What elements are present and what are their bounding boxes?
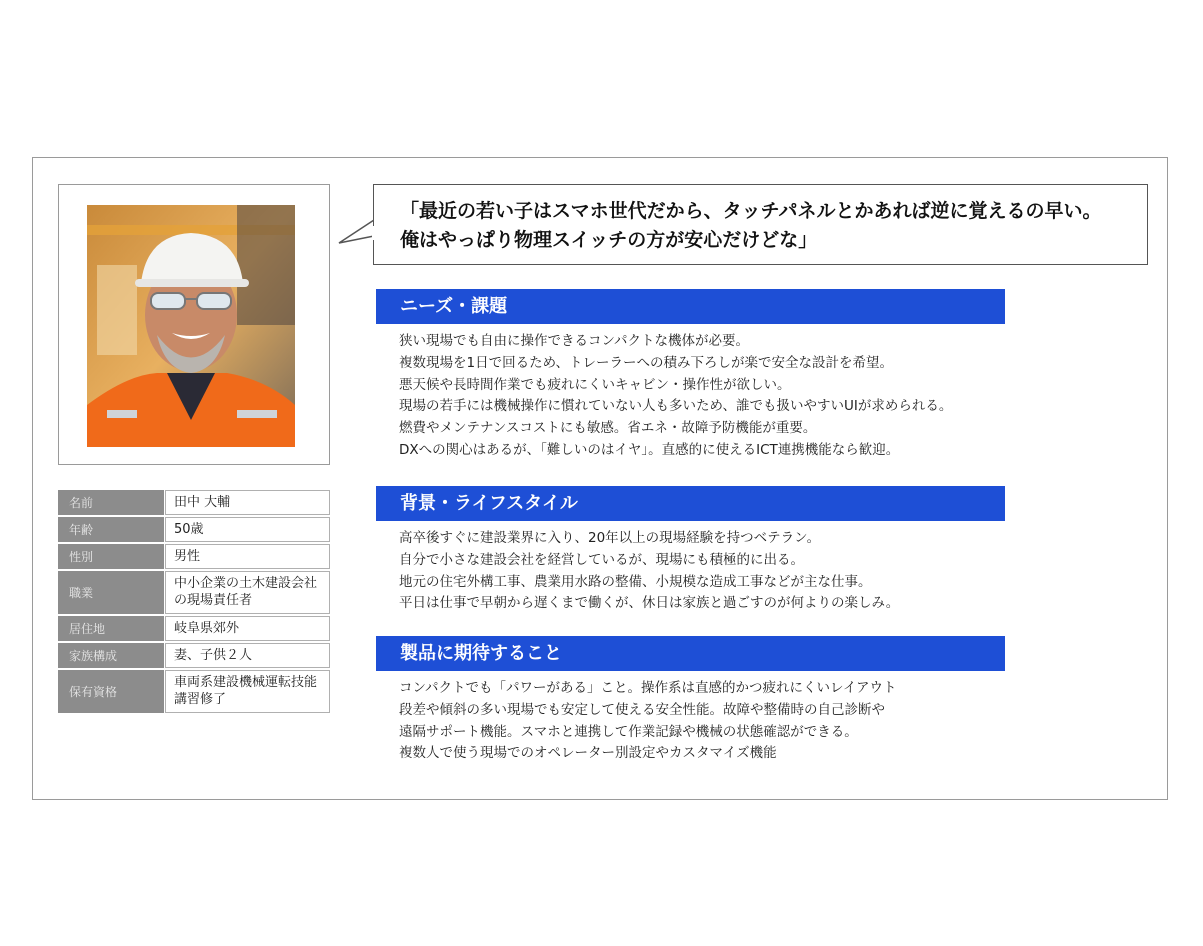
profile-row-name: [58, 490, 330, 515]
profile-row-occupation: [58, 571, 330, 614]
profile-key: 職業: [58, 571, 164, 614]
profile-key: 居住地: [58, 616, 164, 641]
profile-key: 性別: [58, 544, 164, 569]
section-body-expectations: [399, 678, 896, 765]
profile-value: 車両系建設機械運転技能講習修了: [165, 670, 330, 713]
profile-value: 岐阜県郊外: [165, 616, 330, 641]
profile-key: 家族構成: [58, 643, 164, 668]
quote-line-1: 「最近の若い子はスマホ世代だから、タッチパネルとかあれば逆に覚えるの早い。: [400, 200, 1102, 222]
section-body-needs: [399, 331, 952, 462]
section-title-background: 背景・ライフスタイル: [376, 486, 1005, 521]
needs-line: 燃費やメンテナンスコストにも敏感。省エネ・故障予防機能が重要。: [399, 420, 817, 437]
background-line: 高卒後すぐに建設業界に入り、20年以上の現場経験を持つベテラン。: [399, 530, 821, 546]
background-line: 地元の住宅外構工事、農業用水路の整備、小規模な造成工事などが主な仕事。: [399, 573, 872, 590]
profile-row-age: [58, 517, 330, 542]
section-title-expectations: 製品に期待すること: [376, 636, 1005, 671]
profile-value: 妻、子供２人: [165, 643, 330, 668]
expectations-line: 複数人で使う現場でのオペレーター別設定やカスタマイズ機能: [399, 745, 777, 762]
background-line: 平日は仕事で早朝から遅くまで働くが、休日は家族と過ごすのが何よりの楽しみ。: [399, 595, 900, 612]
profile-value: 田中 大輔: [165, 490, 330, 515]
bubble-tail-cover: [372, 226, 376, 240]
profile-table: [58, 490, 330, 715]
profile-key: 保有資格: [58, 670, 164, 713]
profile-row-qualification: [58, 670, 330, 713]
profile-value: 男性: [165, 544, 330, 569]
profile-value: 50歳: [165, 517, 330, 542]
profile-value: 中小企業の土木建設会社の現場責任者: [165, 571, 330, 614]
quote-bubble: [373, 184, 1148, 265]
profile-key: 年齢: [58, 517, 164, 542]
needs-line: 狭い現場でも自由に操作できるコンパクトな機体が必要。: [399, 333, 750, 349]
expectations-line: 段差や傾斜の多い現場でも安定して使える安全性能。故障や整備時の自己診断や: [399, 701, 885, 718]
background-line: 自分で小さな建設会社を経営しているが、現場にも積極的に出る。: [399, 551, 804, 568]
needs-line: DXへの関心はあるが、「難しいのはイヤ」。直感的に使えるICT連携機能なら歓迎。: [399, 441, 900, 458]
section-title-needs: ニーズ・課題: [376, 289, 1005, 324]
needs-line: 複数現場を1日で回るため、トレーラーへの積み下ろしが楽で安全な設計を希望。: [399, 354, 894, 371]
needs-line: 現場の若手には機械操作に慣れていない人も多いため、誰でも扱いやすいUIが求められる。: [399, 398, 953, 415]
profile-row-residence: [58, 616, 330, 641]
needs-line: 悪天候や長時間作業でも疲れにくいキャビン・操作性が欲しい。: [399, 376, 791, 393]
quote-line-2: 俺はやっぱり物理スイッチの方が安心だけどな」: [400, 229, 818, 251]
persona-photo-frame: [58, 184, 330, 465]
profile-key: 名前: [58, 490, 164, 515]
section-body-background: [399, 528, 899, 615]
expectations-line: コンパクトでも「パワーがある」こと。操作系は直感的かつ疲れにくいレイアウト: [399, 680, 897, 696]
profile-row-gender: [58, 544, 330, 569]
speech-bubble-tail: [338, 218, 376, 248]
profile-row-family: [58, 643, 330, 668]
expectations-line: 遠隔サポート機能。スマホと連携して作業記録や機械の状態確認ができる。: [399, 723, 858, 740]
persona-photo: [87, 205, 295, 447]
